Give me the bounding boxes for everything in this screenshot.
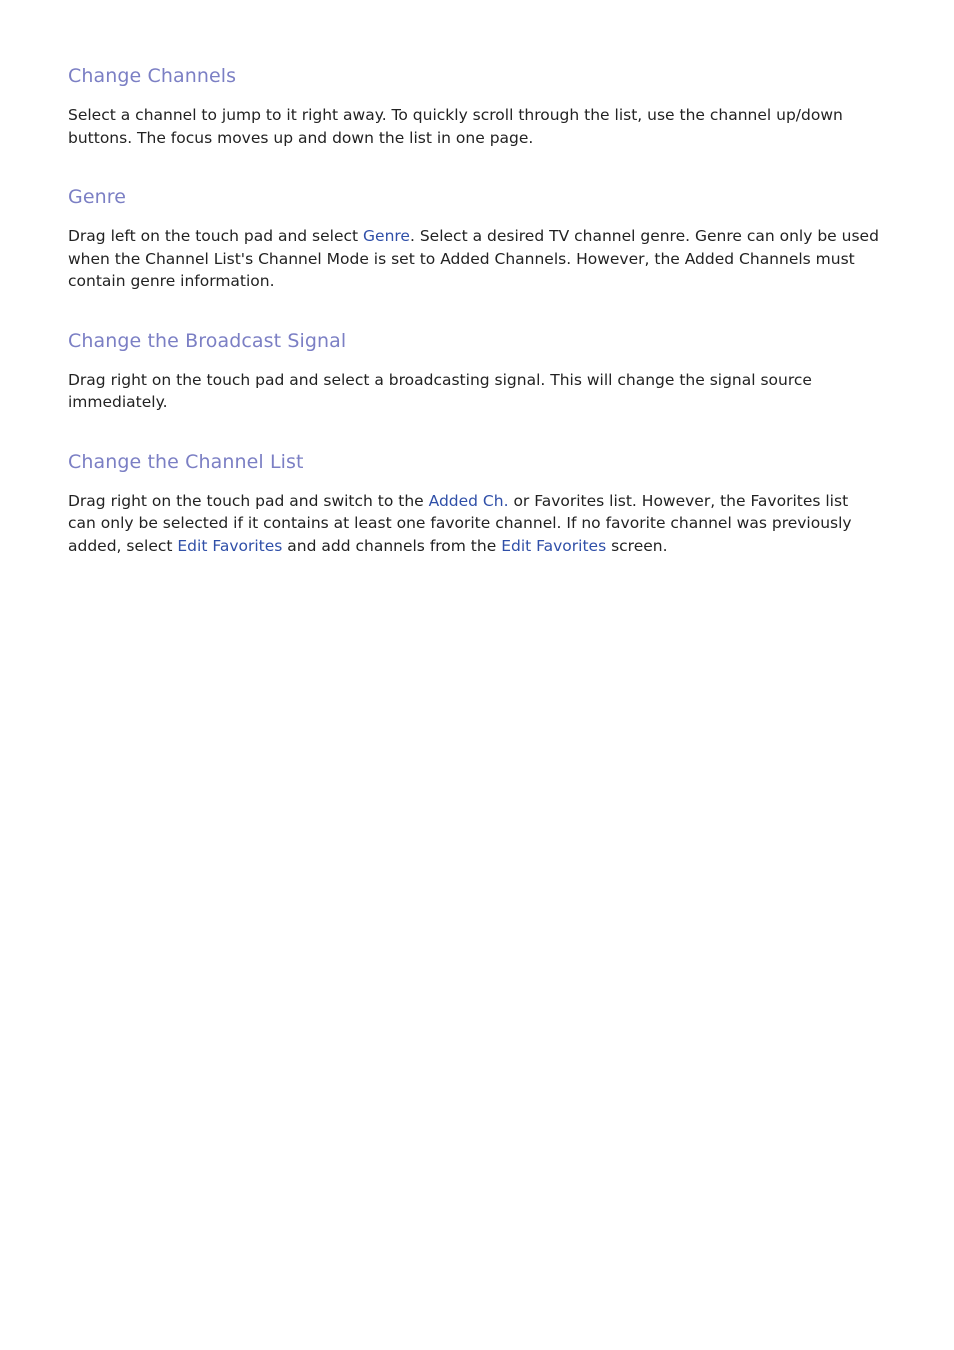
section-body: [68, 369, 880, 414]
added-ch-link: Added Ch.: [428, 491, 509, 510]
edit-favorites-link: Edit Favorites: [177, 536, 283, 555]
section-title: Change the Channel List: [68, 450, 304, 473]
section-change-channel-list: [68, 448, 880, 558]
section-title: Change Channels: [68, 65, 237, 87]
section-body: [68, 104, 880, 149]
section-body: [68, 490, 880, 558]
edit-favorites-link: Edit Favorites: [501, 536, 607, 555]
body-text: screen.: [606, 536, 668, 555]
body-text: Drag right on the touch pad and switch to the: [68, 491, 429, 510]
genre-link: Genre: [363, 227, 410, 245]
section-genre: [68, 183, 880, 293]
body-text: . Select a desired TV channel genre. Genre can only be used when the Channel List's Channel Mode is set to Added Channels. However, the Added Channels must contain genre information.: [68, 227, 879, 290]
body-text: Select a channel to jump to it right away. To quickly scroll through the list, use the channel up/down buttons. The focus moves up and down the list in one page.: [68, 106, 843, 147]
body-text: or Favorites list. However, the Favorites list can only be selected if it contains at least one favorite channel. If no favorite channel was previously added, select: [68, 491, 852, 555]
section-title: Change the Broadcast Signal: [68, 329, 347, 352]
section-change-broadcast-signal: [68, 327, 880, 414]
body-text: Drag right on the touch pad and select a broadcasting signal. This will change the signal source immediately.: [68, 370, 812, 411]
section-title: Genre: [68, 186, 127, 208]
section-change-channels: [68, 62, 880, 149]
body-text: Drag left on the touch pad and select: [68, 227, 364, 245]
section-body: [68, 225, 880, 293]
document-page: [68, 62, 880, 591]
body-text: and add channels from the: [282, 536, 502, 555]
